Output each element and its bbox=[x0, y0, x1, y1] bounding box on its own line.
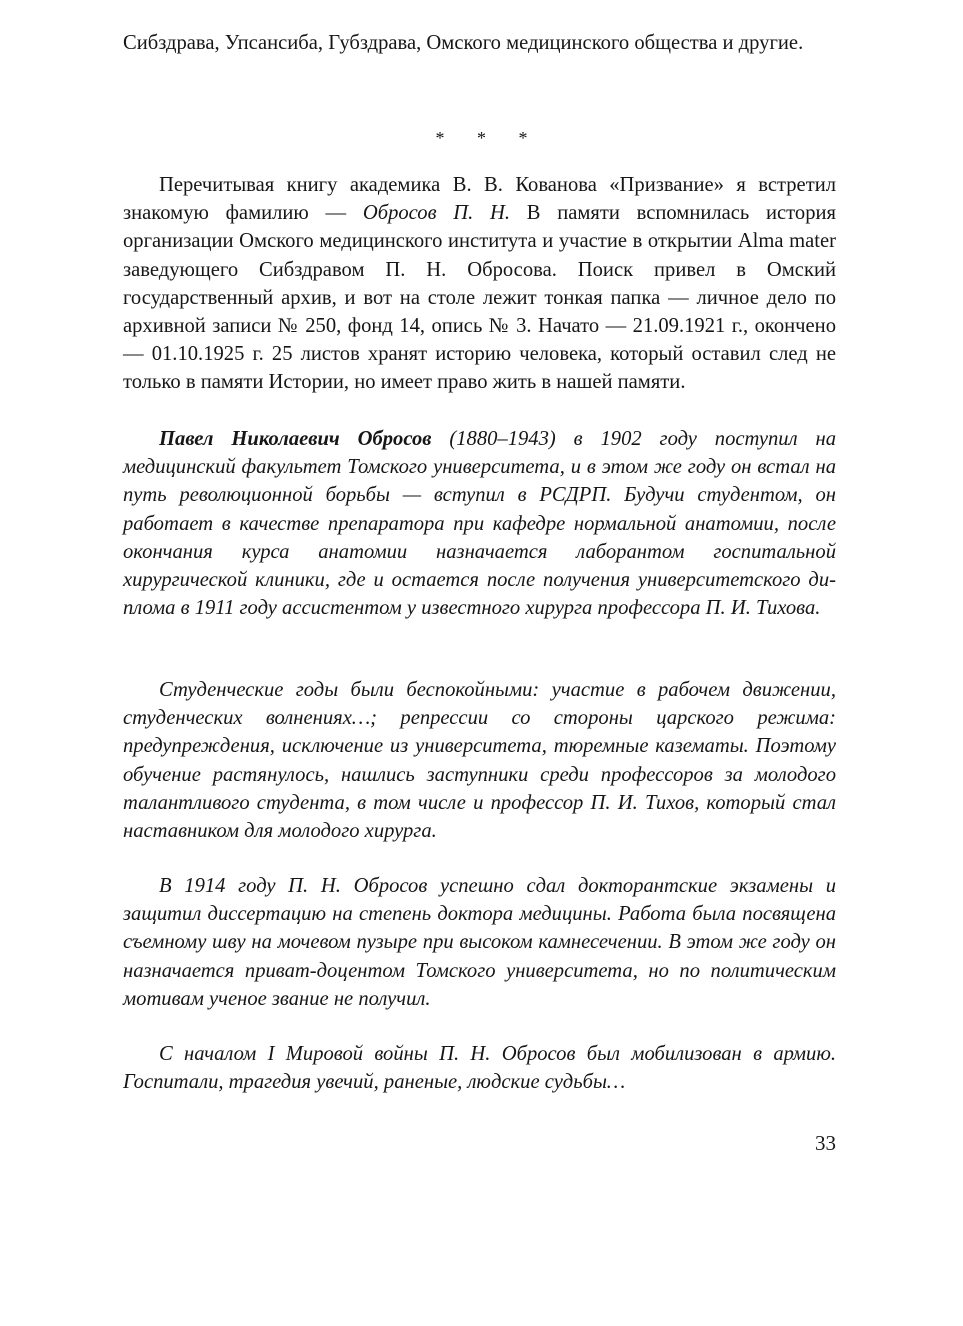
biography-name: Павел Николаевич Обросов bbox=[159, 428, 432, 450]
paragraph-dissertation: В 1914 году П. Н. Обросов успешно сдал докторантские экзамены и защитил диссертацию на степень доктора медицины. Работа была посвящена съемному шву на мочевом пузыре при высоком камнесечении. В этом же году он назначается приват-доцентом Томского университета, но по политическим мотивам ученое звание не получил. bbox=[123, 875, 836, 1010]
section-separator: * * * bbox=[435, 128, 542, 148]
paragraph-student-years: Студенческие годы были беспокойными: участие в рабочем движении, студенческих волнениях…; репрессии со стороны царского режима: предупреждения, исключение из университета, тюремные казематы. Поэтому обучение растянулось, нашлись заступники среди профессоров за молодого талантливого студента, в том числе и профессор П. И. Тихов, который стал наставником для молодого хирурга. bbox=[123, 679, 836, 843]
intro-text-start: Перечитывая книгу академика В. В. Кованова «Призвание» я встретил знакомую фамилию — bbox=[123, 174, 836, 225]
paragraph-continued: Сибздрава, Упсансиба, Губздрава, Омского медицинского общества и другие. bbox=[123, 32, 804, 54]
paragraph-biography bbox=[123, 425, 836, 622]
paragraph-war: С началом I Мировой войны П. Н. Обросов был мобилизован в армию. Госпитали, трагедия увечий, раненые, людские судьбы… bbox=[123, 1043, 836, 1094]
intro-name-italic: Обросов П. Н. bbox=[362, 202, 511, 225]
page-number: 33 bbox=[815, 1131, 836, 1155]
biography-text: (1880–1943) в 1902 году поступил на медицинский факультет Томского университета, и в этом же году он встал на путь революционной борьбы — вступил в РСДРП. Будучи студентом, он работает в качестве препаратора при кафедре нормальной анатомии, после окончания курса анатомии назначается лаборантом госпитальной хирургической клиники, где и остается после получения университетского диплома в 1911 году ассистентом у известного хирурга профессора П. И. Тихова. bbox=[123, 428, 836, 620]
intro-text-end: В памяти вспомнилась история организации Омского медицинского института и участие в открытии Alma mater заведующего Сибздравом П. Н. Обросова. Поиск привел в Омский государственный архив, и вот на столе лежит тонкая папка — личное дело по архивной записи № 250, фонд 14, опись № 3. Начато — 21.09.1921 г., окончено — 01.10.1925 г. 25 листов хранят историю человека, который оставил след не только в памяти Истории, но имеет право жить в нашей памяти. bbox=[123, 202, 837, 394]
paragraph-intro bbox=[123, 171, 836, 397]
